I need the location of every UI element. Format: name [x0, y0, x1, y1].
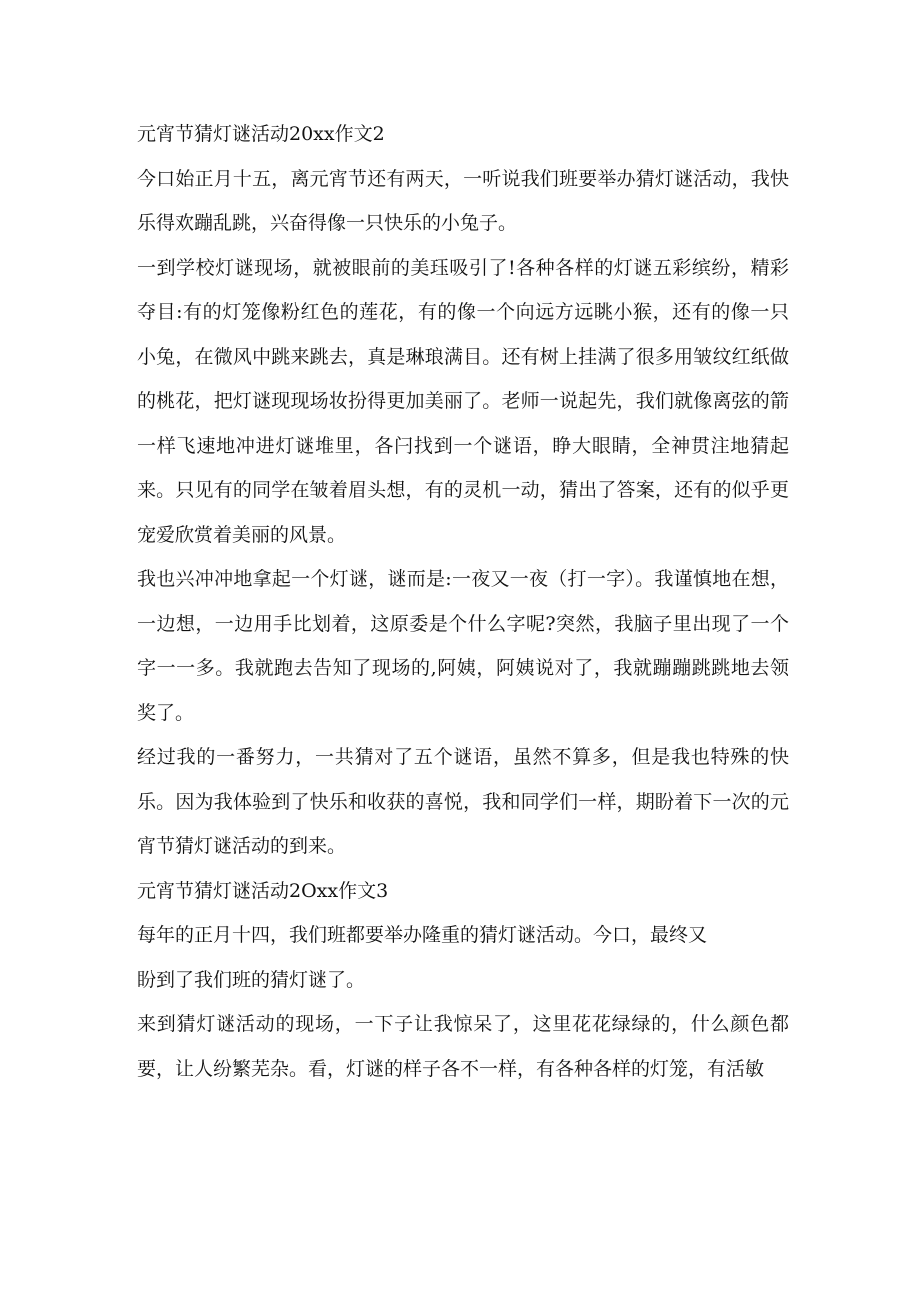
paragraph-6: 来到猜灯谜活动的现场，一下子让我惊呆了，这里花花绿绿的，什么颜色都要，让人纷繁芜杂。看，灯谜的样子各不一样，有各种各样的灯笼，有活敏 — [137, 1013, 789, 1080]
essay-title-3: 元宵节猜灯谜活动2Oxx作文3 — [137, 879, 389, 902]
paragraph-5-line-1: 每年的正月十四，我们班都要举办隆重的猜灯谜活动。今口，最终又 — [137, 924, 708, 946]
essay-title-2: 元宵节猜灯谜活动20xx作文2 — [137, 123, 385, 145]
paragraph-3: 我也兴冲冲地拿起一个灯谜，谜而是:一夜又一夜（打一字）。我谨慎地在想，一边想，一边用手比划着，这原委是个什么字呢?突然，我脑子里出现了一个字一一多。我就跑去告知了现场的,阿姨，阿姨说对了，我就蹦蹦跳跳地去领奖了。 — [137, 568, 789, 724]
paragraph-1: 今口始正月十五，离元宵节还有两天，一听说我们班要举办猜灯谜活动，我快乐得欢蹦乱跳，兴奋得像一只快乐的小兔子。 — [137, 167, 789, 234]
paragraph-4: 经过我的一番努力，一共猜对了五个谜语，虽然不算多，但是我也特殊的快乐。因为我体验到了快乐和收获的喜悦，我和同学们一样，期盼着下一次的元宵节猜灯谜活动的到来。 — [137, 746, 789, 857]
paragraph-5-line-2: 盼到了我们班的猜灯谜了。 — [137, 968, 366, 991]
paragraph-2: 一到学校灯谜现场，就被眼前的美珏吸引了!各种各样的灯谜五彩缤纷，精彩夺目:有的灯笼像粉红色的莲花，有的像一个向远方远眺小猴，还有的像一只小兔，在微风中跳来跳去，真是琳琅满目。还有树上挂满了很多用皱纹红纸做的桃花，把灯谜现现场妆扮得更加美丽了。老师一说起先，我们就像离弦的箭一样飞速地冲进灯谜堆里，各闩找到一个谜语，睁大眼睛，全神贯注地猜起来。只见有的同学在皱着眉头想，有的灵机一动，猜出了答案，还有的似乎更宠爱欣赏着美丽的风景。 — [137, 256, 789, 546]
document-page — [137, 112, 789, 1091]
